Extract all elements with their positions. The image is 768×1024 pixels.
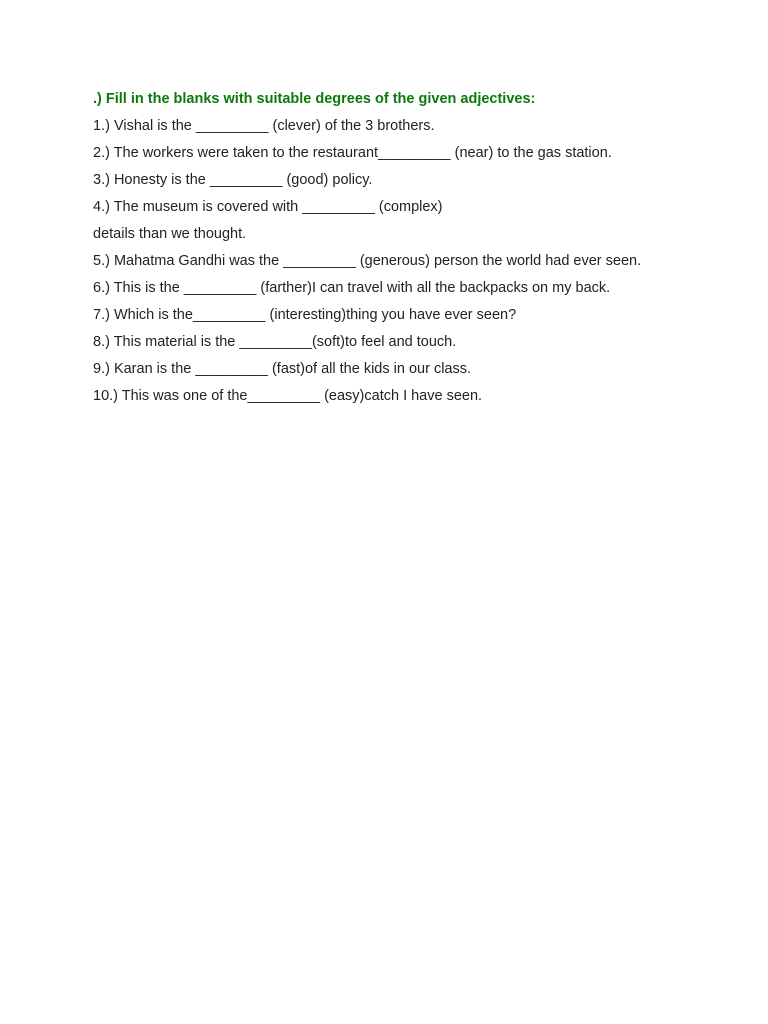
question-8: 8.) This material is the _________(soft)to feel and touch. <box>93 334 457 350</box>
question-3: 3.) Honesty is the _________ (good) policy. <box>93 172 373 188</box>
question-5: 5.) Mahatma Gandhi was the _________ (generous) person the world had ever seen. <box>93 253 642 269</box>
question-7: 7.) Which is the_________ (interesting)thing you have ever seen? <box>93 307 517 323</box>
question-10: 10.) This was one of the_________ (easy)catch I have seen. <box>93 388 483 404</box>
worksheet-content <box>93 89 733 413</box>
worksheet-heading: .) Fill in the blanks with suitable degrees of the given adjectives: <box>93 91 536 107</box>
question-1: 1.) Vishal is the _________ (clever) of the 3 brothers. <box>93 118 435 134</box>
question-9: 9.) Karan is the _________ (fast)of all the kids in our class. <box>93 361 472 377</box>
question-4-continuation: details than we thought. <box>93 226 247 242</box>
question-2: 2.) The workers were taken to the restaurant_________ (near) to the gas station. <box>93 145 612 161</box>
question-6: 6.) This is the _________ (farther)I can travel with all the backpacks on my back. <box>93 280 611 296</box>
question-4: 4.) The museum is covered with _________ (complex) <box>93 199 443 215</box>
